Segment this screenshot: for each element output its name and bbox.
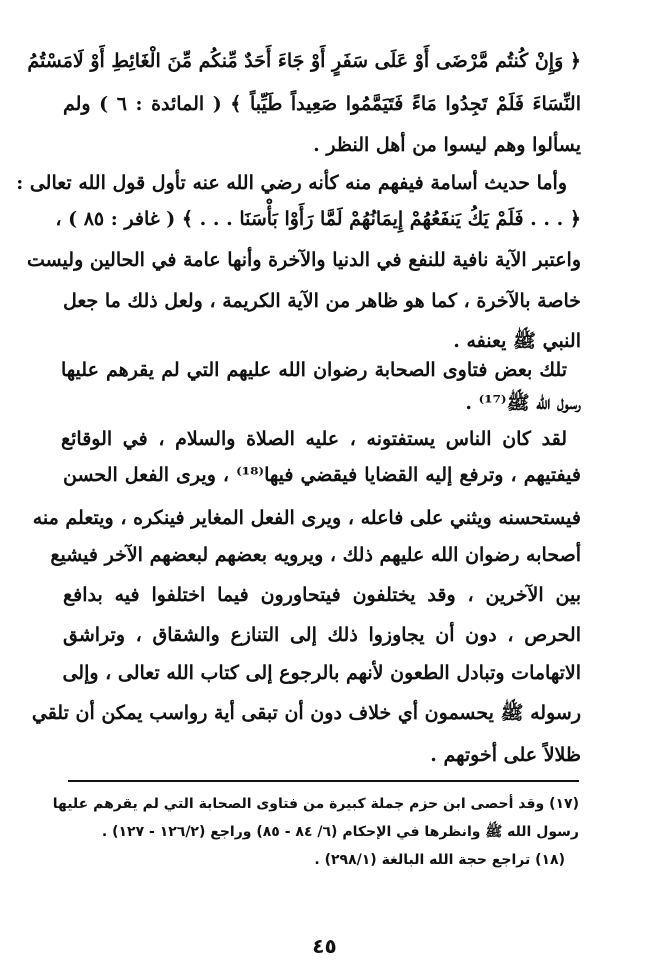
quran-verse-line: ﴿ وَإِنْ كُنتُم مَّرْضَى أَوْ عَلَى سَفَرٍ أَوْ جَاءَ أَحَدٌ مِّنكُم مِّنَ الْغَائِطِ أَوْ لَامَسْتُمُ — [27, 50, 581, 72]
body-text-line: رسوله ﷺ يحسمون أي خلاف دون أن تبقى أية رواسب يمكن أن تلقي — [31, 702, 581, 724]
quran-verse-line: النِّسَاءَ فَلَمْ تَجِدُوا مَاءً فَتَيَمَّمُوا صَعِيداً طَيِّباً ﴾ ( المائدة : ٦ ) ولم — [63, 93, 581, 115]
body-text-line: خاصة بالآخرة ، كما هو ظاهر من الآية الكريمة ، ولعل ذلك ما جعل — [62, 290, 581, 312]
body-text-line: تلك بعض فتاوى الصحابة رضوان الله عليهم التي لم يقرهم عليها — [61, 359, 567, 381]
page-number: ٤٥ — [312, 934, 337, 958]
body-text-line: الاتهامات وتبادل الطعون لأنهم بالرجوع إلى كتاب الله تعالى ، وإلى — [62, 662, 581, 684]
body-text-line: فيفتيهم ، وترفع إليه القضايا فيقضي فيها⁽¹⁸⁾ ، ويرى الفعل الحسن — [63, 464, 581, 486]
body-text-line: وأما حديث أسامة فيفهم منه كأنه رضي الله عنه تأول قول الله تعالى : — [16, 172, 567, 194]
body-text-line: لقد كان الناس يستفتونه ، عليه الصلاة والسلام ، في الوقائع — [61, 428, 567, 450]
body-text-line: الحرص ، دون أن يجاوزوا ذلك إلى التنازع والشقاق ، وتراشق — [63, 624, 581, 646]
body-text-line: فيستحسنه ويثني على فاعله ، ويرى الفعل المغاير فينكره ، ويتعلم منه — [32, 507, 581, 529]
body-text-line: ظلالاً على أخوتهم . — [430, 744, 581, 766]
body-text-line: بين الآخرين ، وقد يختلفون فيتحاورون فيما اختلفوا فيه بدافع — [63, 584, 581, 606]
body-text-line: واعتبر الآية نافية للنفع في الدنيا والآخرة وأنها عامة في الحالين وليست — [26, 249, 581, 271]
body-text-line: النبي ﷺ يعنفه . — [453, 330, 581, 352]
footnote-separator — [68, 780, 579, 782]
quran-verse-line: ﴿ . . . فَلَمْ يَكُ يَنفَعُهُمْ إِيمَانُهُمْ لَمَّا رَأَوْا بَأْسَنَا . . . ﴾ ( غافر : ٨٥ ) ، — [55, 208, 581, 230]
footnote-line: رسول الله ﷺ وانظرها في الإحكام (٦/ ٨٤ - ٨٥) وراجع (١٢٦/٢ - ١٢٧) . — [101, 824, 579, 840]
body-text-line: يسألوا وهم ليسوا من أهل النظر . — [313, 134, 581, 156]
footnote-line: (١٧) وقد أحصى ابن حزم جملة كبيرة من فتاوى الصحابة التي لم يقرهم عليها — [52, 796, 579, 812]
body-text-line: أصحابه رضوان الله عليهم ذلك ، ويرويه بعضهم لبعضهم الآخر فيشيع — [50, 544, 581, 566]
body-text-line: رسول الله ﷺ⁽¹⁷⁾ . — [465, 392, 581, 414]
footnote-line: (١٨) تراجع حجة الله البالغة (٢٩٨/١) . — [314, 852, 565, 868]
